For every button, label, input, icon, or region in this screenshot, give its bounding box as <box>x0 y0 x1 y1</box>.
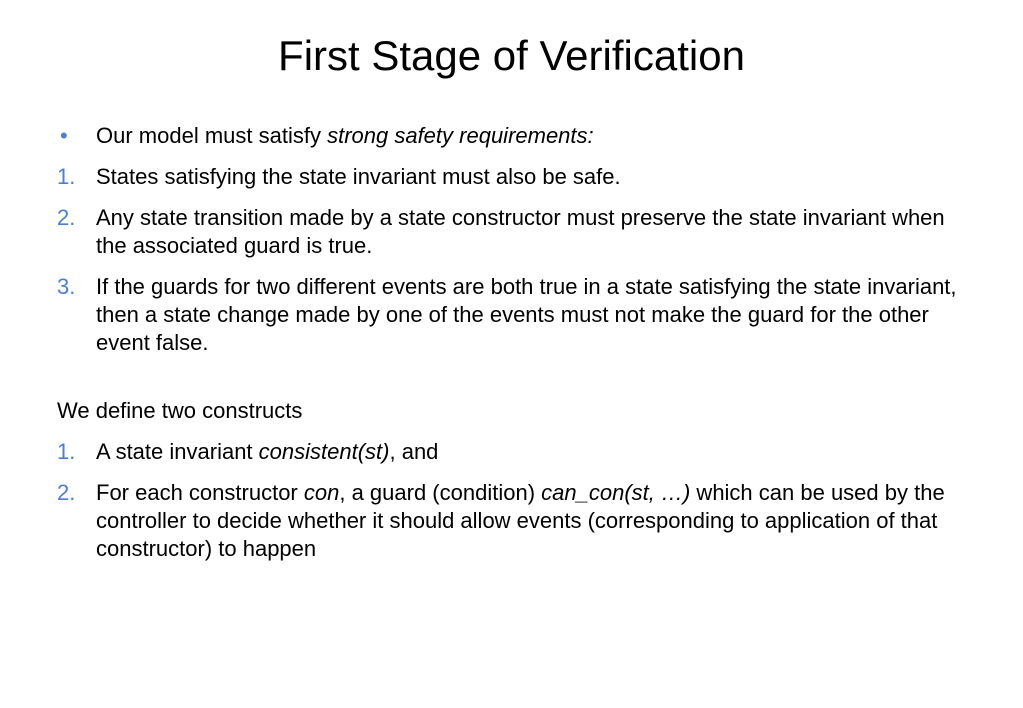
list-item-text: Any state transition made by a state constructor must preserve the state invariant when the associated guard is true. <box>96 205 945 258</box>
list-item-text: , a guard (condition) <box>339 480 542 505</box>
bullet-text-italic: strong safety requirements: <box>327 123 594 148</box>
list-item-text: If the guards for two different events are both true in a state satisfying the state invariant, then a state change made by one of the events must not make the guard for the other event false. <box>96 274 957 355</box>
bullet-item-requirements <box>57 122 977 150</box>
list-number-1: 1. <box>57 439 76 464</box>
section-spacer <box>57 370 977 397</box>
bullet-text: Our model must satisfy <box>96 123 328 148</box>
list-number-2: 2. <box>57 205 76 230</box>
list-item-requirement-2 <box>57 204 977 260</box>
list-item-text-italic: can_con(st, …) <box>541 480 691 505</box>
list-item-text: which can be used by the controller to decide whether it should allow events (corresponding to application of that constructor) to happen <box>96 480 945 561</box>
slide-title: First Stage of Verification <box>278 32 745 79</box>
list-number-1: 1. <box>57 164 76 189</box>
list-item-text: A state invariant <box>96 439 259 464</box>
list-number-2: 2. <box>57 480 76 505</box>
list-item-text: , and <box>389 439 439 464</box>
slide-body <box>57 122 977 576</box>
list-item-construct-1 <box>57 438 977 466</box>
list-item-requirement-3 <box>57 273 977 357</box>
list-item-requirement-1 <box>57 163 977 191</box>
list-item-text: For each constructor <box>96 480 304 505</box>
list-item-construct-2 <box>57 479 977 563</box>
constructs-intro: We define two constructs <box>57 398 303 423</box>
list-item-text-italic: consistent(st) <box>258 439 390 464</box>
list-number-3: 3. <box>57 274 76 299</box>
bullet-marker: • <box>60 123 68 148</box>
list-item-text: States satisfying the state invariant must also be safe. <box>96 164 621 189</box>
list-item-text-italic: con <box>303 480 340 505</box>
